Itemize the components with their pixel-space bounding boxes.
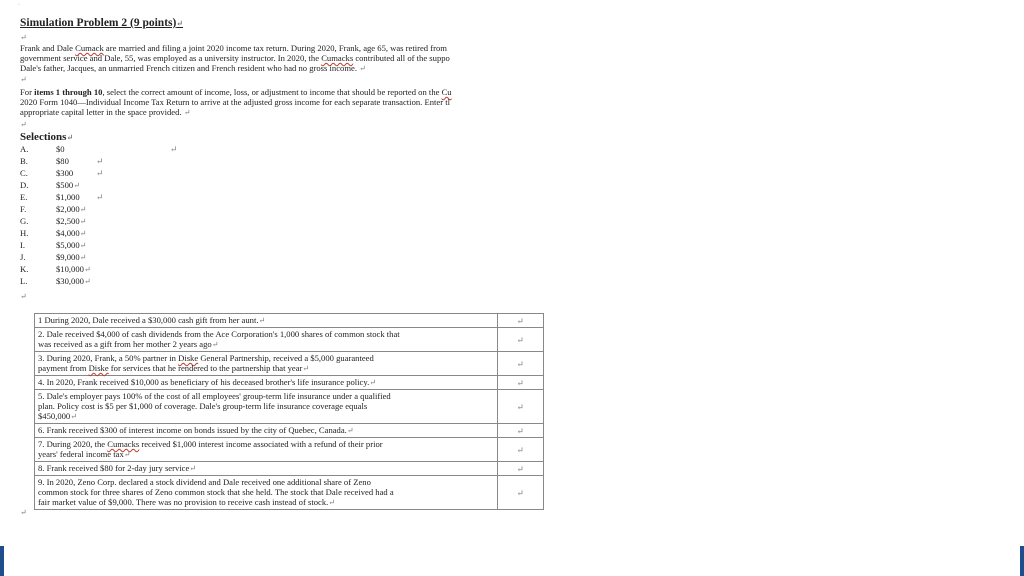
intro-line-3: Dale's father, Jacques, an unmarried French citizen and French resident who had no gross income. ↵ (20, 63, 366, 73)
paragraph-mark: ↵ (83, 277, 91, 286)
selection-amount: $2,500↵ (56, 216, 87, 226)
selection-amount: $4,000↵ (56, 228, 87, 238)
intro-line-1: Frank and Dale Cumack are married and filing a joint 2020 income tax return. During 2020, Frank, age 65, was retired from (20, 43, 447, 53)
selection-amount: $0 (56, 144, 65, 154)
paragraph-mark: ↵ (20, 33, 27, 42)
selection-amount: $2,000↵ (56, 204, 87, 214)
items-table (34, 313, 544, 510)
paragraph-mark: ↵ (20, 120, 27, 129)
selection-letter: D. (20, 180, 29, 190)
table-row (35, 476, 544, 510)
table-row (35, 390, 544, 424)
paragraph-mark: ↵ (359, 64, 366, 73)
selection-amount: $30,000↵ (56, 276, 91, 286)
selection-letter: J. (20, 252, 26, 262)
spellcheck-word: Cumacks (107, 439, 140, 449)
spellcheck-word: Diske (88, 363, 109, 373)
paragraph-mark: ↵ (170, 144, 178, 154)
spellcheck-word: Diske (178, 353, 199, 363)
answer-cell[interactable]: ↵ (497, 376, 544, 390)
paragraph-mark: ↵ (96, 156, 104, 166)
item-cell: 7. During 2020, the Cumacks received $1,000 interest income associated with a refund of their prior years' federal income tax↵ (35, 438, 498, 462)
answer-cell[interactable]: ↵ (497, 424, 544, 438)
paragraph-mark: ↵ (79, 229, 87, 238)
selection-amount: $500↵ (56, 180, 80, 190)
answer-cell[interactable]: ↵ (497, 438, 544, 462)
selection-letter: B. (20, 156, 28, 166)
table-row (35, 424, 544, 438)
selection-letter: H. (20, 228, 29, 238)
paragraph-mark: ↵ (79, 241, 87, 250)
selection-letter: L. (20, 276, 28, 286)
selection-letter: K. (20, 264, 29, 274)
paragraph-mark: ↵ (96, 168, 104, 178)
answer-cell[interactable]: ↵ (497, 462, 544, 476)
answer-cell[interactable]: ↵ (497, 476, 544, 510)
item-cell: 5. Dale's employer pays 100% of the cost of all employees' group-term life insurance under a qualified plan. Policy cost is $5 per $1,000 of coverage. Dale's group-term life insurance coverage equals $450,000↵ (35, 390, 498, 424)
selection-amount: $5,000↵ (56, 240, 87, 250)
instructions-line-1: For items 1 through 10, select the correct amount of income, loss, or adjustment to income that should be reported on the Cu (20, 87, 452, 97)
paragraph-mark: ↵ (73, 181, 80, 190)
item-cell: 8. Frank received $80 for 2-day jury service↵ (35, 462, 498, 476)
table-row (35, 352, 544, 376)
item-cell: 4. In 2020, Frank received $10,000 as beneficiary of his deceased brother's life insurance policy.↵ (35, 376, 498, 390)
table-row (35, 438, 544, 462)
paragraph-mark: ↵ (183, 108, 191, 117)
table-row (35, 328, 544, 352)
window-edge-left (0, 546, 4, 576)
window-edge-right (1020, 546, 1024, 576)
paragraph-mark: ↵ (96, 192, 104, 202)
selection-amount: $80 (56, 156, 69, 166)
item-cell: 1 During 2020, Dale received a $30,000 cash gift from her aunt.↵ (35, 314, 498, 328)
paragraph-mark: ↵ (176, 19, 184, 28)
paragraph-mark: ↵ (66, 133, 74, 142)
spellcheck-word: Cumacks (321, 53, 354, 63)
spellcheck-word: Cumack (75, 43, 104, 53)
paragraph-mark: ↵ (20, 292, 27, 301)
selection-amount: $1,000 (56, 192, 80, 202)
selection-amount: $10,000↵ (56, 264, 91, 274)
intro-line-2: government service and Dale, 55, was employed as a university instructor. In 2020, the Cumacks contributed all of the suppo (20, 53, 450, 63)
answer-cell[interactable]: ↵ (497, 390, 544, 424)
item-cell: 6. Frank received $300 of interest income on bonds issued by the city of Quebec, Canada.↵ (35, 424, 498, 438)
selection-letter: G. (20, 216, 29, 226)
selection-amount: $300 (56, 168, 74, 178)
paragraph-mark: ↵ (20, 508, 27, 517)
paragraph-mark: ↵ (20, 75, 27, 84)
paragraph-mark: ↵ (79, 217, 87, 226)
table-row (35, 376, 544, 390)
selections-heading: Selections↵ (20, 131, 74, 143)
table-row (35, 462, 544, 476)
instructions-line-3: appropriate capital letter in the space provided. ↵ (20, 107, 191, 117)
page-title (20, 18, 183, 29)
selection-amount: $9,000↵ (56, 252, 87, 262)
instructions-line-2: 2020 Form 1040—Individual Income Tax Return to arrive at the adjusted gross income for each separate transaction. Enter tl (20, 97, 450, 107)
paragraph-mark: ↵ (79, 253, 87, 262)
answer-cell[interactable]: ↵ (497, 352, 544, 376)
selection-letter: E. (20, 192, 28, 202)
item-cell: 9. In 2020, Zeno Corp. declared a stock dividend and Dale received one additional share of Zeno common stock for three shares of Zeno common stock that she held. The stock that Dale received had a fair market value of $9,000. There was no provision to receive cash instead of stock.↵ (35, 476, 498, 510)
paragraph-mark: ↵ (83, 265, 91, 274)
page-title-text: Simulation Problem 2 (9 points) (20, 17, 177, 29)
selection-letter: A. (20, 144, 29, 154)
spellcheck-word: Cu (441, 87, 452, 97)
paragraph-mark-top: · (18, 2, 20, 8)
selection-letter: F. (20, 204, 27, 214)
selection-letter: C. (20, 168, 28, 178)
table-row (35, 314, 544, 328)
selection-letter: I. (20, 240, 26, 250)
item-cell: 3. During 2020, Frank, a 50% partner in Diske General Partnership, received a $5,000 guaranteed payment from Diske for services that he rendered to the partnership that year↵ (35, 352, 498, 376)
answer-cell[interactable]: ↵ (497, 328, 544, 352)
item-cell: 2. Dale received $4,000 of cash dividends from the Ace Corporation's 1,000 shares of common stock that was received as a gift from her mother 2 years ago↵ (35, 328, 498, 352)
paragraph-mark: ↵ (79, 205, 87, 214)
answer-cell[interactable]: ↵ (497, 314, 544, 328)
